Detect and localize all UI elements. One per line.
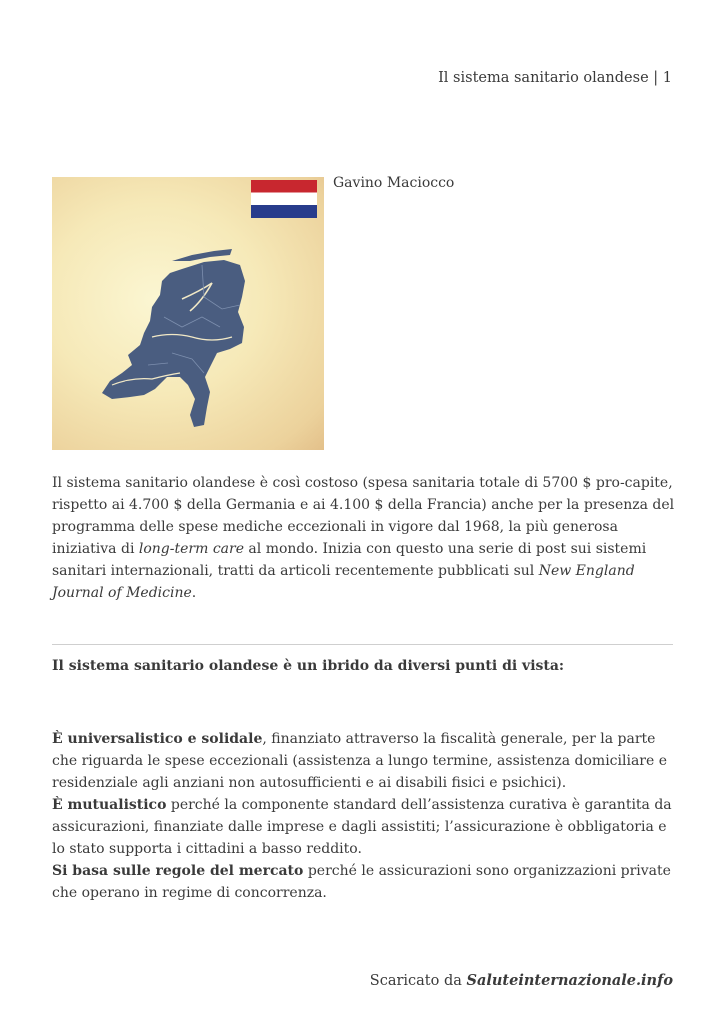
author-name: Gavino Maciocco	[333, 175, 455, 191]
point-bold: È mutualistico	[52, 797, 167, 813]
footer-prefix: Scaricato da	[369, 973, 467, 989]
points-block	[52, 728, 677, 904]
point-bold: È universalistico e solidale	[52, 731, 263, 747]
intro-italic-1: long-term care	[138, 541, 244, 557]
intro-text-1: Il sistema sanitario olandese è così costoso (spesa sanitaria totale di 5700 $ pro-capite, rispetto ai 4.700 $ della Germania e ai 4.100 $ della Francia) anche per la presenza del programma delle spese mediche eccezionali in vigore dal 1968, la più generosa iniziativa di	[52, 475, 675, 557]
point-bold: Si basa sulle regole del mercato	[52, 863, 304, 879]
footer-site-link[interactable]: Saluteinternazionale.info	[466, 972, 673, 989]
footer-credit	[370, 972, 673, 989]
point-paragraph	[52, 728, 677, 794]
horizontal-divider	[52, 644, 673, 645]
point-paragraph	[52, 794, 677, 860]
dutch-flag-icon	[251, 180, 317, 218]
intro-paragraph	[52, 472, 677, 604]
netherlands-map-image	[52, 177, 324, 450]
map-illustration	[52, 177, 324, 450]
running-header: Il sistema sanitario olandese | 1	[438, 70, 672, 86]
point-paragraph	[52, 860, 677, 904]
point-text: , finanziato attraverso la fiscalità generale, per la parte che riguarda le spese eccezionali (assistenza a lungo termine, assistenza domiciliare e residenziale agli anziani non autosufficienti e ai disabili fisici e psichici).	[52, 731, 668, 791]
point-text: perché la componente standard dell’assistenza curativa è garantita da assicurazioni, finanziate dalle imprese e dagli assistiti; l’assicurazione è obbligatoria e lo stato supporta i cittadini a basso reddito.	[52, 797, 672, 857]
intro-italic-2: New England Journal of Medicine	[52, 563, 635, 601]
point-text: perché le assicurazioni sono organizzazioni private che operano in regime di concorrenza.	[52, 863, 671, 901]
netherlands-map-shape	[102, 249, 245, 427]
intro-text-3: .	[191, 585, 197, 601]
section-subheading: Il sistema sanitario olandese è un ibrido da diversi punti di vista:	[52, 658, 565, 674]
intro-text-2: al mondo. Inizia con questo una serie di post sui sistemi sanitari internazionali, tratti da articoli recentemente pubblicati sul	[52, 541, 647, 579]
